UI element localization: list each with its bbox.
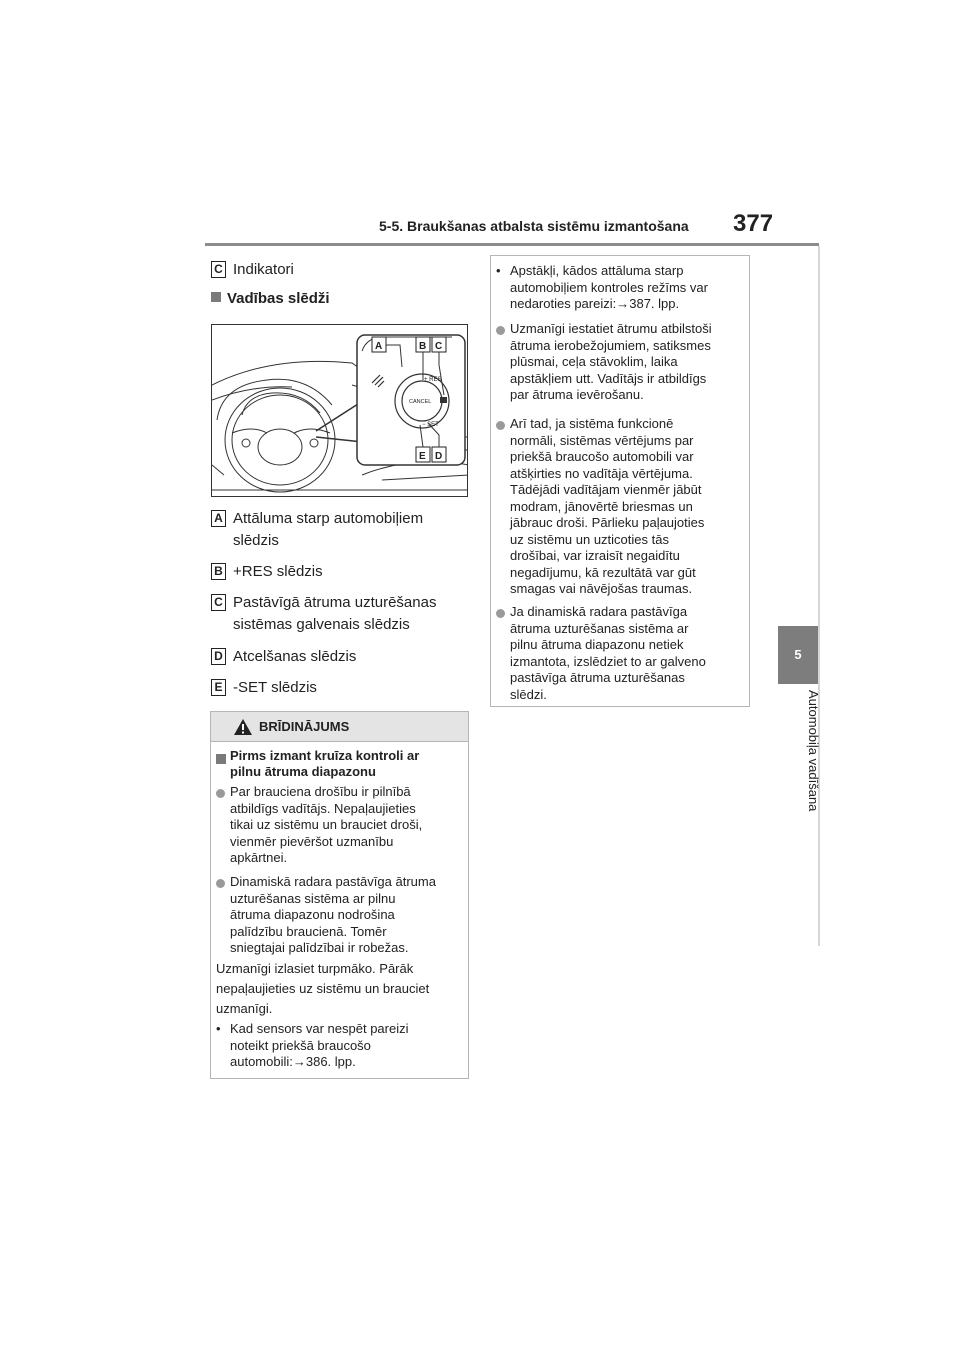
square-bullet-icon [216, 754, 226, 764]
text-line: Apstākļi, kādos attāluma starp [510, 263, 684, 278]
page-number: 377 [733, 210, 774, 237]
warning-subheading-line: Pirms izmant kruīza kontroli ar [230, 748, 420, 763]
text-line: pastāvīga ātruma uzturēšanas [510, 670, 685, 685]
chapter-tab: 5 [778, 626, 818, 684]
cancel-switch-label: CANCEL [409, 399, 432, 405]
dashboard-drawing [212, 325, 468, 497]
text-line: normāli, sistēmas vērtējums par [510, 432, 694, 448]
round-bullet-icon [216, 879, 225, 888]
legend-text-line: sistēmas galvenais slēdzis [233, 616, 410, 633]
text-line: Tādējādi vadītājam vienmēr jābūt [510, 482, 702, 497]
section-heading [211, 290, 330, 307]
round-bullet-icon [496, 609, 505, 618]
legend-text-line: -SET slēdzis [233, 679, 317, 696]
illus-label-e: E [419, 451, 426, 462]
small-bullet-mark: • [216, 1021, 221, 1036]
warning-triangle-icon [233, 718, 253, 736]
text-line: smagas vai nāvējošas traumas. [510, 581, 693, 596]
res-switch-label: + RES [424, 377, 442, 383]
label-box: D [211, 648, 226, 665]
label-box: C [211, 261, 226, 278]
text-line: automobiļiem kontroles režīms var [510, 279, 708, 295]
warning-subheading-line: pilnu ātruma diapazonu [230, 764, 376, 779]
square-bullet-icon [211, 292, 221, 302]
text-line: drošībai, var izraisīt negaidītu [510, 548, 680, 563]
header-rule [205, 243, 819, 246]
text-line: nepaļaujieties uz sistēmu un brauciet [216, 981, 430, 996]
text-line: Par brauciena drošību ir pilnībā [230, 784, 411, 799]
text-line: Ja dinamiskā radara pastāvīga [510, 604, 688, 619]
text-line: atbildīgs vadītājs. Nepaļaujieties [230, 800, 416, 816]
label-box: C [211, 594, 226, 611]
illus-label-d: D [435, 451, 443, 462]
text-line: uz sistēmu un uzticoties tās [510, 531, 669, 547]
text-line: par ātruma ievērošanu. [510, 387, 644, 402]
label-box: E [211, 679, 226, 696]
text-line: automobili:→386. lpp. [230, 1054, 356, 1069]
label-box: B [211, 563, 226, 580]
text-line: nedaroties pareizi:→387. lpp. [510, 296, 680, 311]
round-bullet-icon [496, 326, 505, 335]
text-line: modram, jānovērtē briesmas un [510, 498, 693, 514]
text-line: tikai uz sistēmu un brauciet droši, [230, 817, 423, 832]
warning-header [211, 712, 468, 742]
legend-text-line: Atcelšanas slēdzis [233, 648, 357, 665]
warning-small-bullet [230, 1021, 408, 1071]
note-item-2 [510, 321, 712, 404]
text-line: negadījumu, kā rezultātā var gūt [510, 564, 696, 580]
warning-bullet1 [230, 784, 422, 867]
text-line: Uzmanīgi iestatiet ātrumu atbilstoši [510, 321, 712, 336]
text-line: Arī tad, ja sistēma funkcionē [510, 416, 674, 431]
label-box: A [211, 510, 226, 527]
text-line: apkārtnei. [230, 850, 288, 865]
text-line: uzmanīgi. [216, 1001, 273, 1016]
text-line: atšķirties no vadītāja vērtējuma. [510, 465, 693, 481]
round-bullet-icon [216, 789, 225, 798]
set-switch-label: − SET [422, 422, 439, 428]
legend-text-line: slēdzis [233, 532, 279, 549]
text-line: pilnu ātruma diapazonu netiek [510, 637, 684, 652]
text-line: apstākļiem utt. Vadītājs ir atbildīgs [510, 370, 707, 386]
text-line: jābrauc droši. Pārlieku paļaujoties [510, 515, 705, 530]
chapter-title: Automobiļa vadīšana [806, 690, 821, 812]
text-line: vienmēr pievēršot uzmanību [230, 833, 394, 849]
text-line: noteikt priekšā braucošo [230, 1037, 371, 1053]
text-line: Kad sensors var nespēt pareizi [230, 1021, 409, 1036]
running-header: 5-5. Braukšanas atbalsta sistēmu izmantošana [379, 218, 689, 234]
note-item-4 [510, 604, 706, 703]
text-line: Dinamiskā radara pastāvīga ātruma [230, 874, 436, 889]
warning-body [216, 959, 429, 1019]
note-item-1 [510, 263, 708, 313]
text-line: slēdzi. [510, 686, 547, 702]
text-line: priekšā braucošo automobili var [510, 449, 694, 464]
illus-label-a: A [375, 341, 383, 352]
text-line: Uzmanīgi izlasiet turpmāko. Pārāk [216, 961, 414, 976]
text-line: palīdzību braucienā. Tomēr [230, 923, 387, 939]
text-line: ātruma ierobežojumiem, satiksmes [510, 337, 711, 353]
text-line: izmantota, izslēdziet to ar galveno [510, 653, 706, 669]
small-bullet-mark: • [496, 263, 501, 278]
text-line: uzturēšanas sistēma ar pilnu [230, 890, 396, 906]
illus-label-b: B [419, 341, 427, 352]
notes-box [490, 255, 750, 707]
text-line: plūsmai, ceļa stāvoklim, laika [510, 354, 678, 369]
legend-text-line: Pastāvīgā ātruma uzturēšanas [233, 594, 437, 611]
illus-label-c: C [435, 341, 443, 352]
warning-title: BRĪDINĀJUMS [259, 719, 350, 734]
text-line: ātruma uzturēšanas sistēma ar [510, 620, 689, 636]
legend-text-line: Attāluma starp automobiļiem [233, 510, 424, 527]
note-item-3 [510, 416, 704, 598]
text-line: ātruma diapazonu nodrošina [230, 907, 395, 922]
warning-box [210, 711, 469, 1079]
text-line: sniegtajai palīdzībai ir robežas. [230, 940, 409, 955]
cruise-main-switch-icon [440, 397, 447, 403]
section-title: Vadības slēdži [227, 290, 330, 307]
legend-text-line: +RES slēdzis [233, 563, 323, 580]
intro-item-text: Indikatori [233, 261, 294, 278]
steering-wheel-illustration [211, 324, 468, 497]
round-bullet-icon [496, 421, 505, 430]
warning-bullet2 [230, 874, 436, 957]
